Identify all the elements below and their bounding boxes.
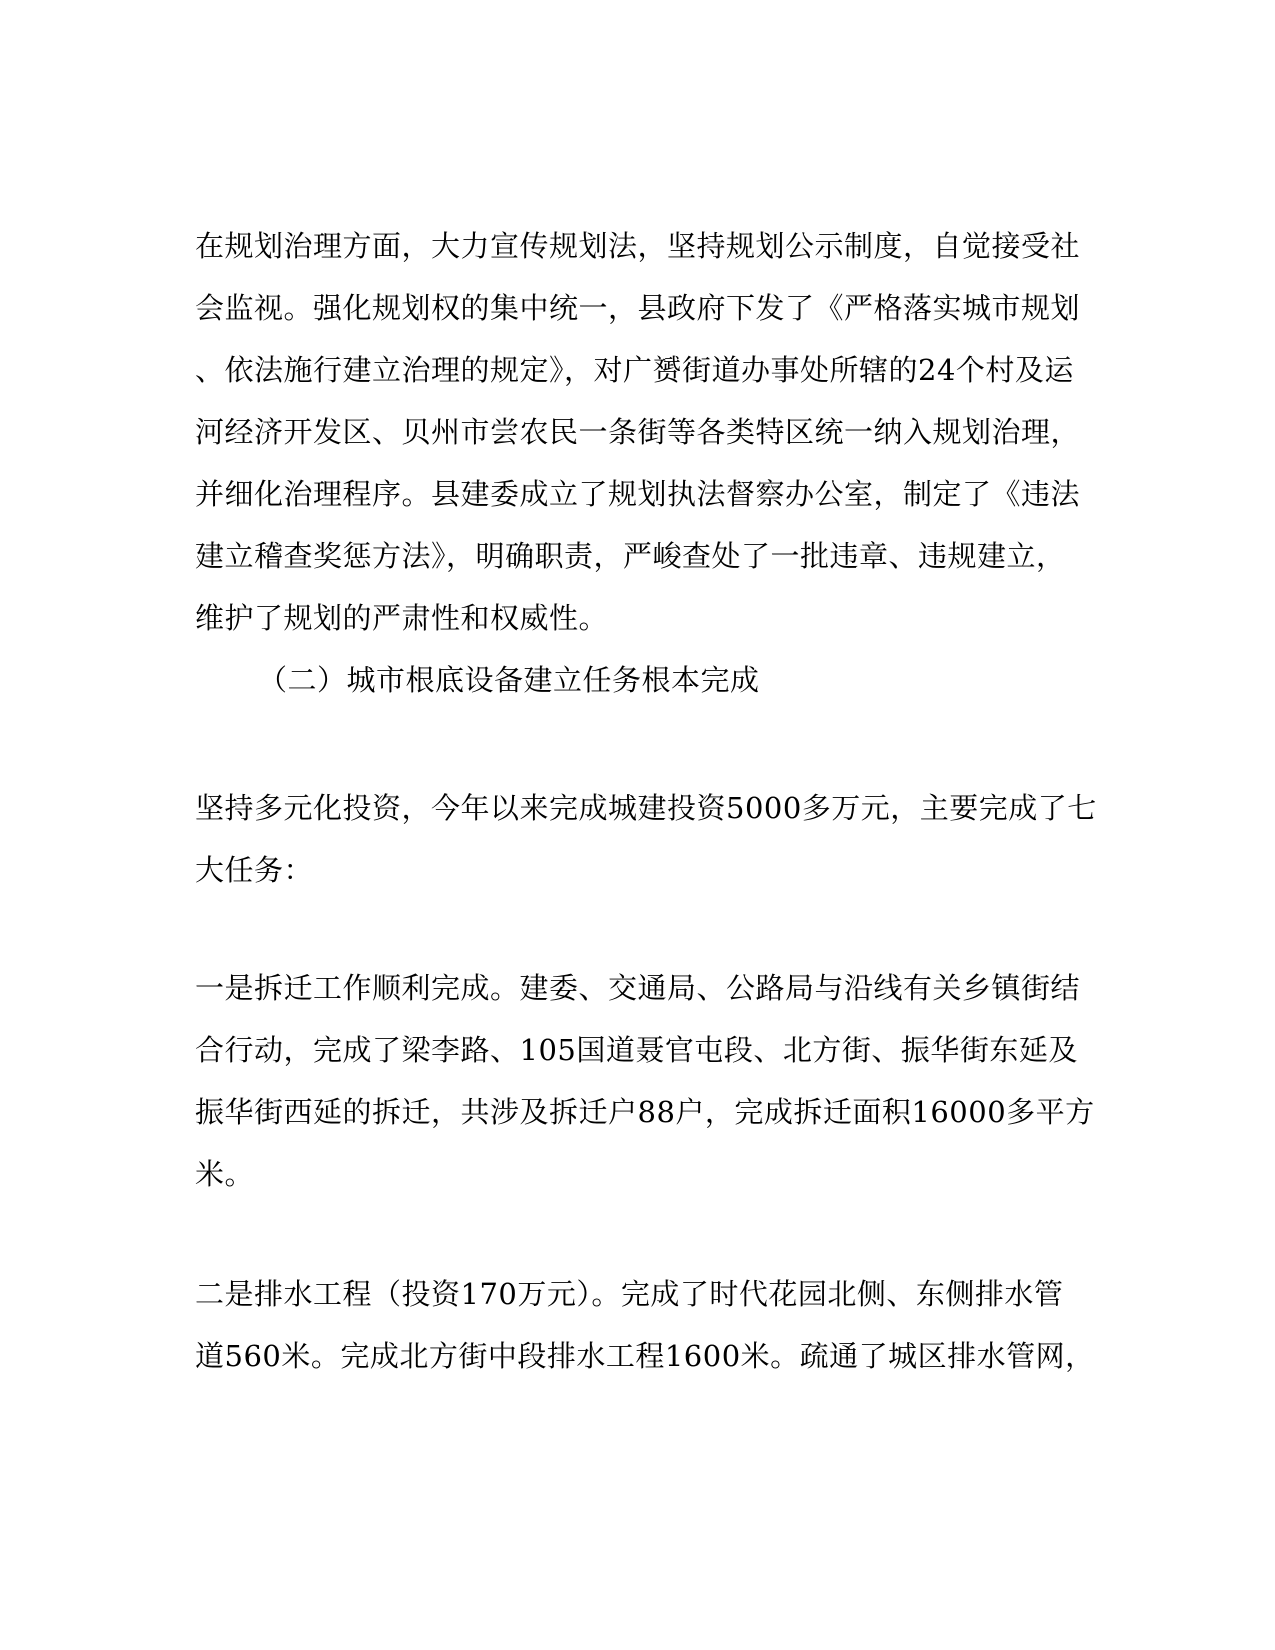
paragraph-1-line-4: 河经济开发区、贝州市尝农民一条街等各类特区统一纳入规划治理，	[195, 415, 1081, 449]
paragraph-3-line-2: 合行动，完成了梁李路、105国道聂官屯段、北方街、振华街东延及	[195, 1033, 1078, 1067]
paragraph-2-line-2: 大任务：	[195, 853, 314, 887]
paragraph-1-line-3: 、依法施行建立治理的规定》，对广赟街道办事处所辖的24个村及运	[195, 353, 1074, 387]
paragraph-4-line-2: 道560米。完成北方街中段排水工程1600米。疏通了城区排水管网，	[195, 1339, 1095, 1373]
paragraph-3-line-4: 米。	[195, 1157, 255, 1191]
paragraph-2-line-1: 坚持多元化投资，今年以来完成城建投资5000多万元，主要完成了七	[195, 791, 1097, 825]
paragraph-1-line-6: 建立稽查奖惩方法》，明确职责，严峻查处了一批违章、违规建立，	[195, 539, 1066, 573]
section-heading: （二）城市根底设备建立任务根本完成	[258, 663, 760, 697]
paragraph-3-line-3: 振华街西延的拆迁，共涉及拆迁户88户，完成拆迁面积16000多平方	[195, 1095, 1095, 1129]
paragraph-4-line-1: 二是排水工程（投资170万元）。完成了时代花园北侧、东侧排水管	[195, 1277, 1064, 1311]
paragraph-1-line-5: 并细化治理程序。县建委成立了规划执法督察办公室，制定了《违法	[195, 477, 1081, 511]
paragraph-3-line-1: 一是拆迁工作顺利完成。建委、交通局、公路局与沿线有关乡镇街结	[195, 971, 1081, 1005]
paragraph-1-line-1: 在规划治理方面，大力宣传规划法，坚持规划公示制度，自觉接受社	[195, 229, 1081, 263]
paragraph-1-line-7: 维护了规划的严肃性和权威性。	[195, 601, 609, 635]
paragraph-1-line-2: 会监视。强化规划权的集中统一，县政府下发了《严格落实城市规划	[195, 291, 1081, 325]
